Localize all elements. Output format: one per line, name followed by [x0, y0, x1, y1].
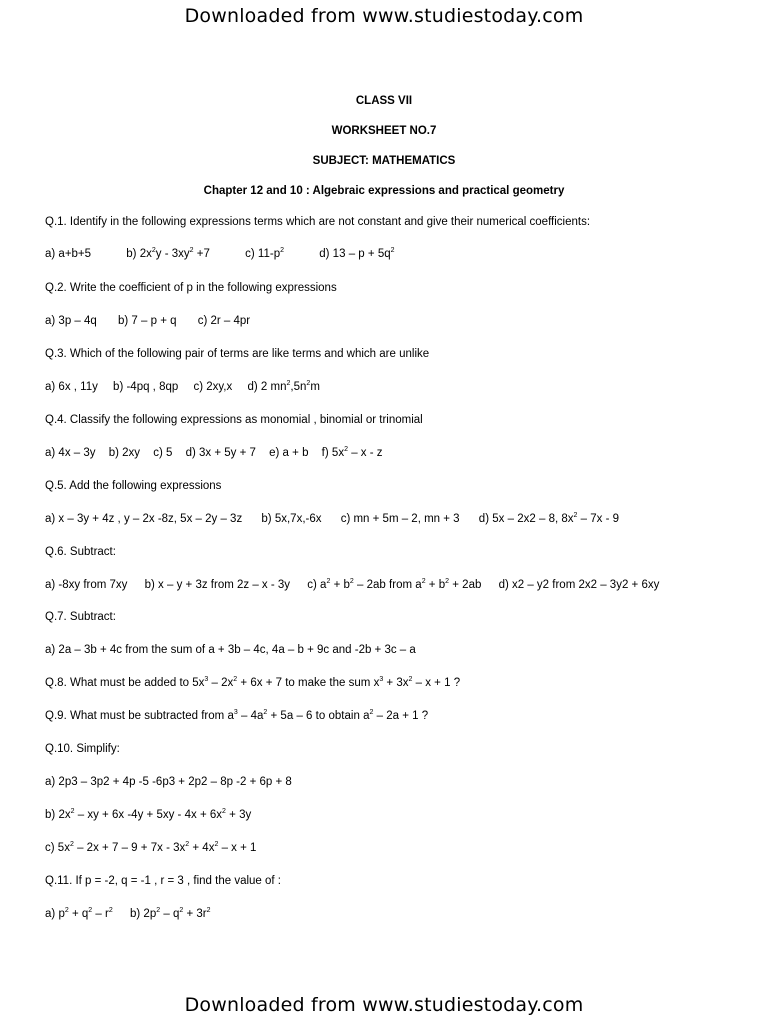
q4-option-a: a) 4x – 3y: [45, 447, 96, 459]
question-10-b: b) $2x^2$ – xy + 6x $-4y + 5xy - 4x + 6x^2 + 3y$: [45, 808, 252, 821]
q4-option-f: f) $5x^2$ – x - z: [321, 446, 383, 459]
question-5-options: [45, 513, 619, 525]
question-2: Q.2. Write the coefficient of p in the following expressions: [45, 282, 337, 294]
q6-option-c: c) $a^2 + b^2 - 2ab$ from $a^2 + b^2 + 2ab$: [307, 578, 482, 591]
question-1: Q.1. Identify in the following expressions terms which are not constant and give their numerical coefficients:: [45, 216, 591, 228]
q3-option-b: b) -4pq , 8qp: [113, 381, 179, 393]
question-9: Q.9. What must be subtracted from $a^3 - 4a^2 + 5a - 6$ to obtain $a^2 - 2a + 1$ ?: [45, 709, 429, 722]
question-2-options: [45, 315, 250, 327]
question-6-options: [45, 579, 659, 591]
question-11: Q.11. If p = -2, q = -1 , r = 3 , find the value of :: [45, 875, 281, 887]
question-10-c: c) $5x^2 - 2x + 7 - 9 + 7x - 3x^2 + 4x^2 - x + 1$: [45, 841, 257, 854]
q5-option-d: d) 5x – 2x2 – 8, $8x^2 - 7x - 9$: [478, 512, 620, 525]
q1-option-a: a) a+b+5: [45, 248, 92, 260]
q1-option-c: c) $11-p^2$: [245, 247, 285, 260]
q2-option-b: b) 7 – p + q: [118, 315, 177, 327]
subject-heading: SUBJECT: MATHEMATICS: [312, 155, 456, 167]
worksheet-heading: WORKSHEET NO.7: [331, 125, 437, 137]
question-11-options: [45, 908, 211, 920]
question-3: Q.3. Which of the following pair of terms are like terms and which are unlike: [45, 348, 430, 360]
chapter-heading: Chapter 12 and 10 : Algebraic expressions and practical geometry: [203, 185, 565, 197]
q4-option-e: e) a + b: [269, 447, 309, 459]
q3-option-c: c) 2xy,x: [193, 381, 233, 393]
q3-option-d: d) 2 $mn^2,5n^2m$: [247, 380, 320, 393]
question-6: Q.6. Subtract:: [45, 546, 116, 558]
question-4: Q.4. Classify the following expressions as monomial , binomial or trinomial: [45, 414, 423, 426]
question-8: Q.8. What must be added to $5x^3 - 2x^2 + 6x + 7$ to make the sum $x^3 + 3x^2 - x + 1$ ?: [45, 676, 461, 689]
question-10-a: a) 2p3 – 3p2 + 4p -5 -6p3 + 2p2 – 8p -2 + 6p + 8: [45, 776, 292, 788]
question-10: Q.10. Simplify:: [45, 743, 120, 755]
q6-option-a: a) -8xy from 7xy: [45, 579, 128, 591]
question-7-a: a) 2a – 3b + 4c from the sum of a + 3b – 4c, 4a – b + 9c and -2b + 3c – a: [45, 644, 416, 656]
q11-option-b: b) $2p^2 - q^2 + 3r^2$: [129, 907, 211, 920]
q5-option-b: b) 5x,7x,-6x: [261, 513, 322, 525]
q3-option-a: a) 6x , 11y: [45, 381, 98, 393]
q6-option-b: b) x – y + 3z from 2z – x - 3y: [144, 579, 291, 591]
q2-option-a: a) 3p – 4q: [45, 315, 97, 327]
q4-option-b: b) 2xy: [108, 447, 141, 459]
q1-option-b: b) $2x^2y - 3xy^2 +7$: [126, 247, 210, 260]
q1-option-d: d) $13 - p + 5q^2$: [319, 247, 395, 260]
class-heading: CLASS VII: [355, 95, 413, 107]
question-7: Q.7. Subtract:: [45, 611, 116, 623]
q2-option-c: c) 2r – 4pr: [197, 315, 251, 327]
bottom-banner: Downloaded from www.studiestoday.com: [184, 994, 584, 1016]
q6-option-d: d) x2 – y2 from 2x2 – 3y2 + 6xy: [498, 579, 660, 591]
q5-option-a: a) x – 3y + 4z , y – 2x -8z, 5x – 2y – 3z: [45, 513, 243, 525]
top-banner: Downloaded from www.studiestoday.com: [184, 5, 584, 27]
question-5: Q.5. Add the following expressions: [45, 480, 222, 492]
q5-option-c: c) mn + 5m – 2, mn + 3: [340, 513, 460, 525]
question-1-options: [45, 248, 395, 260]
q11-option-a: a) $p^2 + q^2 - r^2$: [45, 907, 113, 920]
question-4-options: [45, 447, 383, 459]
question-3-options: [45, 381, 320, 393]
q4-option-c: c) 5: [153, 447, 173, 459]
q4-option-d: d) 3x + 5y + 7: [185, 447, 256, 459]
